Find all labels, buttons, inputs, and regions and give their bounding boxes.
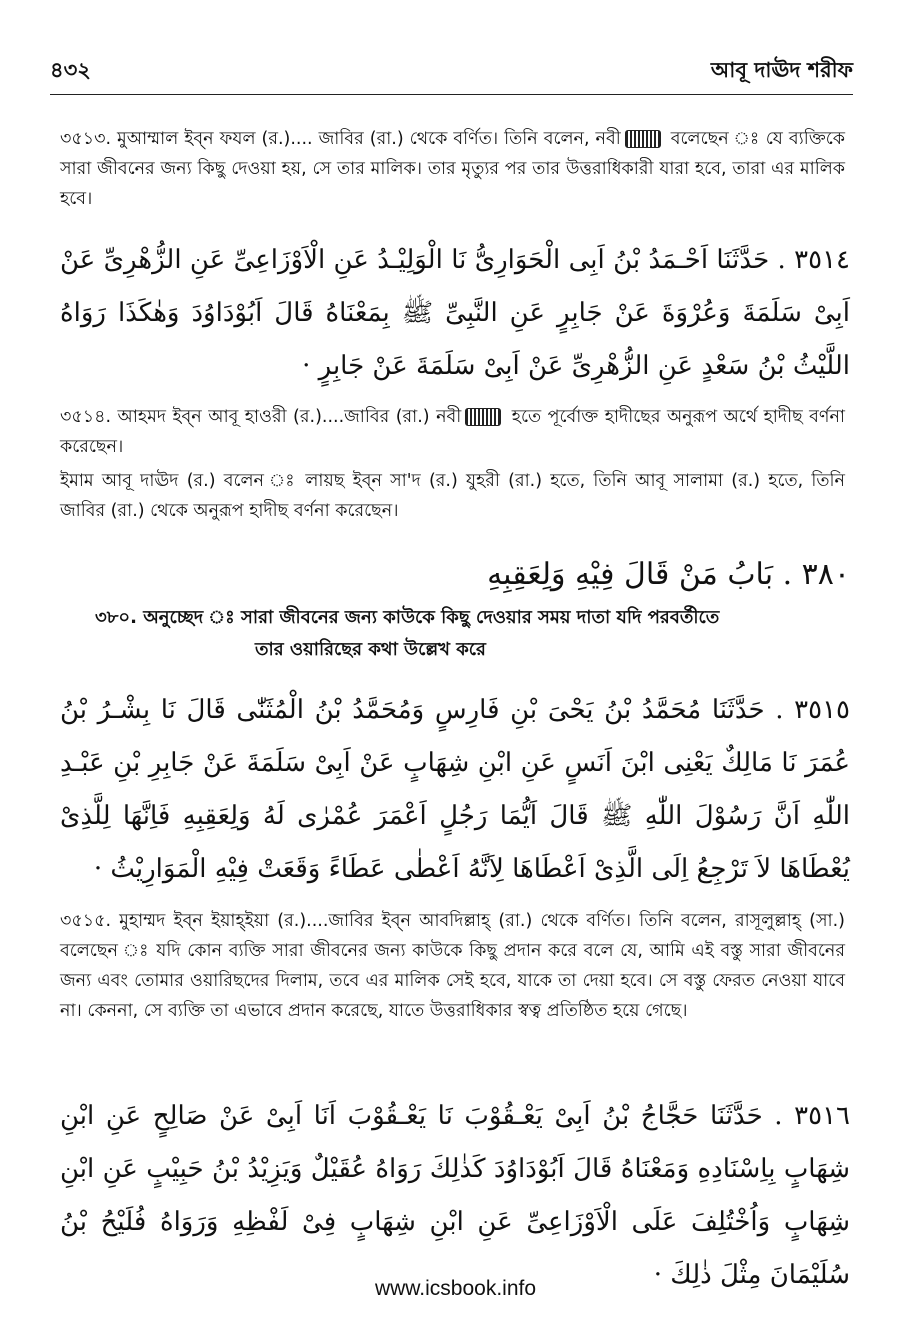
chapter-380-arabic: ٣٨٠ . بَابُ مَنْ قَالَ فِيْهِ وَلِعَقِبِهِ (487, 557, 850, 592)
hadith-3514-arabic: ٣٥١٤ . حَدَّثَنَا اَحْـمَدُ بْنُ اَبِى الْحَوَارِىُّ نَا الْوَلِيْـدُ عَنِ الْاَوْزَاعِىِّ عَنِ الزُّهْرِىِّ عَنْ اَبِىْ سَلَمَةَ وَعُرْوَةَ عَنْ جَابِرٍ عَنِ النَّبِىِّ ﷺ بِمَعْنَاهُ قَالَ اَبُوْدَاوُدَ وَهٰكَذَا رَوَاهُ اللَّيْثُ بْنُ سَعْدٍ عَنِ الزُّهْرِىِّ عَنْ اَبِىْ سَلَمَةَ عَنْ جَابِرٍ · (60, 245, 850, 381)
hadith-3513-text-rest: বলেছেন ঃ যে ব্যক্তিকে সারা জীবনের জন্য কিছু দেওয়া হয়, সে তার মালিক। তার মৃত্যুর পর তার উত্তরাধিকারী যারা হবে, তারা এর মালিক হবে। (60, 129, 845, 209)
hadith-3513-bangla (60, 124, 845, 214)
hadith-3516-arabic: ٣٥١٦ . حَدَّثَنَا حَجَّاجُ بْنُ اَبِىْ يَعْـقُوْبَ نَا يَعْـقُوْبَ اَنَا اَبِىْ عَنْ صَالِحٍ عَنِ ابْنِ شِهَابٍ بِاِسْنَادِهِ وَمَعْنَاهُ قَالَ اَبُوْدَاوُدَ كَذٰلِكَ رَوَاهُ عُقَيْلٌ وَيَزِيْدُ بْنُ حَبِيْبٍ عَنِ ابْنِ شِهَابٍ وَاُخْتُلِفَ عَلَى الْاَوْزَاعِىِّ عَنِ ابْنِ شِهَابٍ فِىْ لَفْظِهِ وَرَوَاهُ فُلَيْحُ بْنُ سُلَيْمَانَ مِثْلَ ذٰلِكَ · (60, 1101, 850, 1290)
chapter-380-title-line2: তার ওয়ারিছের কথা উল্লেখ করে (255, 639, 486, 660)
hadith-3515-arabic: ٣٥١٥ . حَدَّثَنَا مُحَمَّدُ بْنُ يَحْىَ بْنِ فَارِسٍ وَمُحَمَّدُ بْنُ الْمُثَنّٰى قَالَ نَا بِشْـرُ بْنُ عُمَرَ نَا مَالِكٌ يَعْنِى ابْنَ اَنَسٍ عَنِ ابْنِ شِهَابٍ عَنْ اَبِىْ سَلَمَةَ عَنْ جَابِرِ بْنِ عَبْـدِ اللّٰهِ اَنَّ رَسُوْلَ اللّٰهِ ﷺ قَالَ اَيُّمَا رَجُلٍ اَعْمَرَ عُمْرٰى لَهُ وَلِعَقِبِهِ فَاِنَّهَا لِلَّذِىْ يُعْطَاهَا لاَ تَرْجِعُ اِلَى الَّذِىْ اَعْطَاهَا لِاَنَّهُ اَعْطٰى عَطَاءً وَقَعَتْ فِيْهِ الْمَوَارِيْثُ · (60, 695, 850, 884)
hadith-3514-note: ইমাম আবূ দাঊদ (র.) বলেন ঃ লায়ছ ইব্‌ন সা'দ (র.) যুহরী (রা.) হতে, তিনি আবূ সালামা (র.) হতে, তিনি জাবির (রা.) থেকে অনুরূপ হাদীছ বর্ণনা করেছেন। (60, 471, 845, 521)
salawat-calligraphy-icon (465, 408, 501, 426)
footer-url: www.icsbook.info (374, 1277, 537, 1300)
page-header (50, 52, 853, 88)
running-head: আবূ দাঊদ শরীফ (710, 58, 853, 82)
salawat-calligraphy-icon (625, 130, 661, 148)
page-number: ৪৩২ (50, 58, 91, 82)
hadith-3514-text-b: হতে পূর্বোক্ত হাদীছের অনুরূপ অর্থে হাদীছ বর্ণনা করেছেন। (60, 407, 845, 457)
hadith-3514-text-a: ৩৫১৪. আহমদ ইব্‌ন আবূ হাওরী (র.)....জাবির (রা.) নবী (60, 407, 462, 427)
header-rule (50, 94, 853, 95)
hadith-3514-bangla (60, 402, 845, 462)
chapter-380-bangla (95, 602, 855, 666)
chapter-380-title-line1: ৩৮০. অনুচ্ছেদ ঃ সারা জীবনের জন্য কাউকে কিছু দেওয়ার সময় দাতা যদি পরবর্তীতে (95, 607, 720, 628)
hadith-3515-bangla: ৩৫১৫. মুহাম্মদ ইব্‌ন ইয়াহ্ইয়া (র.)....জাবির ইব্‌ন আবদিল্লাহ্‌ (রা.) থেকে বর্ণিত। তিনি বলেন, রাসূলুল্লাহ্‌ (সা.) বলেছেন ঃ যদি কোন ব্যক্তি সারা জীবনের জন্য কাউকে কিছু প্রদান করে বলে যে, আমি এই বস্তু সারা জীবনের জন্য এবং তোমার ওয়ারিছদের দিলাম, তবে এর মালিক সেই হবে, যাকে তা দেয়া হবে। সে বস্তু ফেরত নেওয়া যাবে না। কেননা, সে ব্যক্তি তা এভাবে প্রদান করেছে, যাতে উত্তরাধিকার স্বত্ব প্রতিষ্ঠিত হয়ে গেছে। (60, 911, 845, 1021)
hadith-3513-text: ৩৫১৩. মুআম্মাল ইব্‌ন ফযল (র.).... জাবির (রা.) থেকে বর্ণিত। তিনি বলেন, নবী (60, 129, 621, 149)
